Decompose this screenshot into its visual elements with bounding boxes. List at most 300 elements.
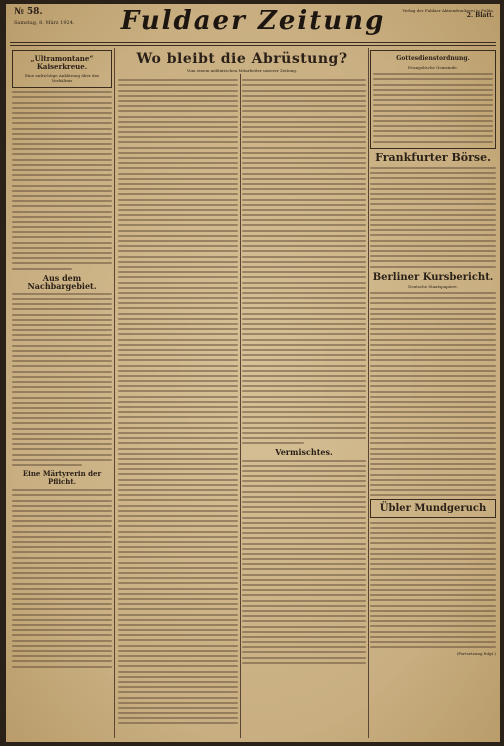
text-line [242,90,366,92]
text-line [118,313,238,315]
text-line [118,650,238,652]
text-line [118,375,238,377]
text-line [370,442,496,444]
publisher-text: Verlag der Fuldaer Aktiendruckerei in Fulda. [402,8,494,13]
text-line [118,240,238,242]
text-line [12,236,112,238]
text-line [242,646,366,648]
text-line [12,185,112,187]
text-line [242,178,366,180]
text-line [370,636,496,638]
section-title: Eine Märtyrerin der Pflicht. [22,468,102,486]
text-line [118,359,238,361]
text-line [242,406,366,408]
text-line [118,380,238,382]
text-line [370,406,496,408]
text-line [242,537,366,539]
text-line [118,697,238,699]
text-line [118,396,238,398]
text-line [242,84,366,86]
text-line [12,402,112,404]
text-line [118,458,238,460]
text-line [12,454,112,456]
text-line [118,136,238,138]
text-line [242,79,366,81]
text-line [118,292,238,294]
text-line [12,252,112,254]
text-line [242,543,366,545]
text-line [118,691,238,693]
text-line [242,594,366,596]
text-line [242,411,366,413]
text-line [242,204,366,206]
text-line [12,500,112,502]
text-line [242,432,366,434]
text-line [12,577,112,579]
text-line [242,333,366,335]
text-line [370,302,496,304]
masthead-rule-bottom [10,45,496,46]
text-line [242,266,366,268]
text-line [370,396,496,398]
text-line [12,355,112,357]
text-line [242,116,366,118]
text-line [242,422,366,424]
text-line [370,432,496,434]
text-line [370,574,496,576]
text-line [370,494,496,496]
text-line [118,525,238,527]
text-line [242,657,366,659]
text-line [242,95,366,97]
text-line [242,527,366,529]
text-line [370,584,496,586]
text-line [118,722,238,724]
text-line [12,593,112,595]
text-line [12,386,112,388]
text-line [12,298,112,300]
text-line [370,563,496,565]
text-line [118,256,238,258]
text-line [12,138,112,140]
text-line [118,645,238,647]
text-line [242,636,366,638]
text-line [370,183,496,185]
text-line [118,619,238,621]
text-line [12,231,112,233]
text-line [118,199,238,201]
continued-note: (Fortsetzung folgt.) [456,651,496,657]
text-line [12,655,112,657]
text-line [118,167,238,169]
text-line [12,562,112,564]
text-line [118,224,238,226]
text-line [12,640,112,642]
text-line [370,380,496,382]
text-line [242,307,366,309]
text-line [12,128,112,130]
text-line [12,268,72,270]
text-line [242,579,366,581]
text-line [370,375,496,377]
text-line [242,131,366,133]
text-line [373,130,493,132]
text-line [242,261,366,263]
text-line [118,520,238,522]
text-line [370,453,496,455]
text-line [118,84,238,86]
text-line [118,235,238,237]
text-line [118,261,238,263]
text-line [370,203,496,205]
text-line [12,525,112,527]
text-line [370,594,496,596]
article-text [12,91,112,269]
article-box [12,50,112,88]
text-line [370,401,496,403]
text-line [12,381,112,383]
text-line [242,511,366,513]
text-line [370,558,496,560]
column-divider [114,48,115,738]
text-line [242,167,366,169]
text-line [370,542,496,544]
text-line [12,546,112,548]
text-line [370,219,496,221]
text-line [118,214,238,216]
text-line [12,190,112,192]
text-line [242,631,366,633]
masthead-rule-top [10,42,496,43]
text-line [370,416,496,418]
text-line [118,427,238,429]
text-line [242,121,366,123]
text-line [118,344,238,346]
exchange-table [370,167,496,268]
text-line [118,333,238,335]
text-line [242,240,366,242]
text-line [242,615,366,617]
text-line [370,370,496,372]
text-line [370,484,496,486]
text-line [242,245,366,247]
text-line [118,354,238,356]
text-line [12,221,112,223]
text-line [242,193,366,195]
text-line [118,702,238,704]
text-line [12,572,112,574]
text-line [242,437,366,439]
text-line [118,204,238,206]
text-line [373,84,493,86]
text-line [12,96,112,98]
article-text [12,489,112,667]
text-line [242,427,366,429]
text-line [370,479,496,481]
text-line [242,568,366,570]
text-line [118,100,238,102]
text-line [242,506,366,508]
text-line [370,631,496,633]
text-line [118,437,238,439]
text-line [118,505,238,507]
text-line [12,391,112,393]
text-line [12,619,112,621]
text-line [373,120,493,122]
text-line [242,651,366,653]
text-line [118,141,238,143]
text-line [370,553,496,555]
text-line [12,242,112,244]
text-line [12,376,112,378]
sheet-number: 2. Blatt. [466,12,494,19]
text-line [118,349,238,351]
text-line [373,73,493,75]
text-line [242,460,366,462]
exchange-table [370,292,496,496]
text-line [242,641,366,643]
text-line [242,157,366,159]
text-line [12,464,82,466]
text-line [242,214,366,216]
text-line [118,614,238,616]
text-line [242,287,366,289]
text-line [118,629,238,631]
text-line [118,572,238,574]
text-line [370,260,496,262]
text-line [370,297,496,299]
text-line [118,287,238,289]
text-line [12,541,112,543]
text-line [370,365,496,367]
text-line [370,214,496,216]
text-line [12,520,112,522]
text-line [118,624,238,626]
text-line [373,78,493,80]
text-line [118,183,238,185]
text-line [12,324,112,326]
text-line [118,250,238,252]
text-line [118,442,238,444]
text-line [242,162,366,164]
text-line [12,459,112,461]
text-line [118,121,238,123]
text-line [370,522,496,524]
issue-date: Samstag, 8. März 1924. [14,20,75,26]
text-line [12,308,112,310]
text-line [12,360,112,362]
text-line [370,359,496,361]
text-line [242,553,366,555]
text-line [370,344,496,346]
text-line [12,598,112,600]
text-line [242,100,366,102]
text-line [118,577,238,579]
text-line [12,102,112,104]
text-line [242,589,366,591]
text-line [242,105,366,107]
text-line [370,625,496,627]
text-line [118,178,238,180]
text-line [118,188,238,190]
text-line [242,396,366,398]
headline-subline: Vom einem militärischen Mitarbeiter unserer Zeitung. [186,68,298,73]
text-line [118,707,238,709]
text-line [118,603,238,605]
text-line [242,147,366,149]
text-line [12,629,112,631]
text-line [118,126,238,128]
masthead [6,4,500,44]
text-line [118,245,238,247]
section-title: Aus dem Nachbargebiet. [27,272,97,291]
text-line [242,256,366,258]
section-title: Vermischtes. [275,447,333,458]
text-line [242,390,366,392]
text-line [118,556,238,558]
text-line [118,655,238,657]
text-line [242,318,366,320]
text-line [373,104,493,106]
text-line [242,401,366,403]
text-line [118,494,238,496]
text-line [242,584,366,586]
text-line [12,195,112,197]
text-line [242,292,366,294]
text-line [12,422,112,424]
text-line [12,303,112,305]
advert-box [370,499,496,518]
text-line [118,406,238,408]
text-line [118,546,238,548]
text-line [118,639,238,641]
text-line [370,391,496,393]
text-line [242,480,366,482]
text-line [118,318,238,320]
service-box [370,50,496,149]
text-line [242,110,366,112]
text-line [242,173,366,175]
text-line [370,209,496,211]
text-line [242,359,366,361]
text-line [370,610,496,612]
text-line [370,427,496,429]
text-line [242,297,366,299]
text-line [118,401,238,403]
text-line [12,211,112,213]
text-line [242,491,366,493]
text-line [242,470,366,472]
text-line [370,240,496,242]
text-line [118,551,238,553]
text-line [242,375,366,377]
text-line [373,89,493,91]
text-line [12,515,112,517]
text-line [118,105,238,107]
text-line [118,686,238,688]
text-line [242,605,366,607]
text-line [370,646,496,648]
text-line [12,319,112,321]
text-line [118,173,238,175]
text-line [370,641,496,643]
text-line [12,567,112,569]
text-line [12,624,112,626]
text-line [370,437,496,439]
text-line [370,323,496,325]
text-line [370,537,496,539]
text-line [242,416,366,418]
service-subtitle: Evangelische Gemeinde. [408,65,458,70]
text-line [118,665,238,667]
article-text [12,293,112,466]
text-line [242,485,366,487]
text-line [242,271,366,273]
text-line [118,79,238,81]
text-line [242,370,366,372]
text-line [370,468,496,470]
text-line [242,365,366,367]
text-line [370,255,496,257]
text-line [118,276,238,278]
text-line [118,671,238,673]
text-line [12,397,112,399]
text-line [118,515,238,517]
text-line [370,313,496,315]
text-line [242,276,366,278]
text-line [12,603,112,605]
text-line [242,302,366,304]
text-line [12,614,112,616]
text-line [242,380,366,382]
text-line [118,416,238,418]
text-line [242,496,366,498]
text-line [12,505,112,507]
text-line [242,219,366,221]
text-line [242,323,366,325]
text-line [12,179,112,181]
text-line [12,314,112,316]
article-subtitle: Eine aufrichtige Anklärung über das Verhältnis [24,73,100,83]
text-line [118,468,238,470]
column-center-left [118,76,238,738]
text-line [12,412,112,414]
text-line [118,484,238,486]
text-line [242,662,366,664]
text-line [12,107,112,109]
text-line [118,453,238,455]
text-line [242,230,366,232]
text-line [118,676,238,678]
text-line [118,448,238,450]
text-line [242,339,366,341]
text-line [370,458,496,460]
text-line [12,365,112,367]
text-line [373,125,493,127]
text-line [370,167,496,169]
text-line [12,164,112,166]
text-line [370,532,496,534]
text-line [242,600,366,602]
text-line [242,152,366,154]
text-line [118,323,238,325]
text-line [118,634,238,636]
text-line [118,567,238,569]
text-line [370,568,496,570]
text-line [118,531,238,533]
text-line [242,465,366,467]
text-line [370,448,496,450]
